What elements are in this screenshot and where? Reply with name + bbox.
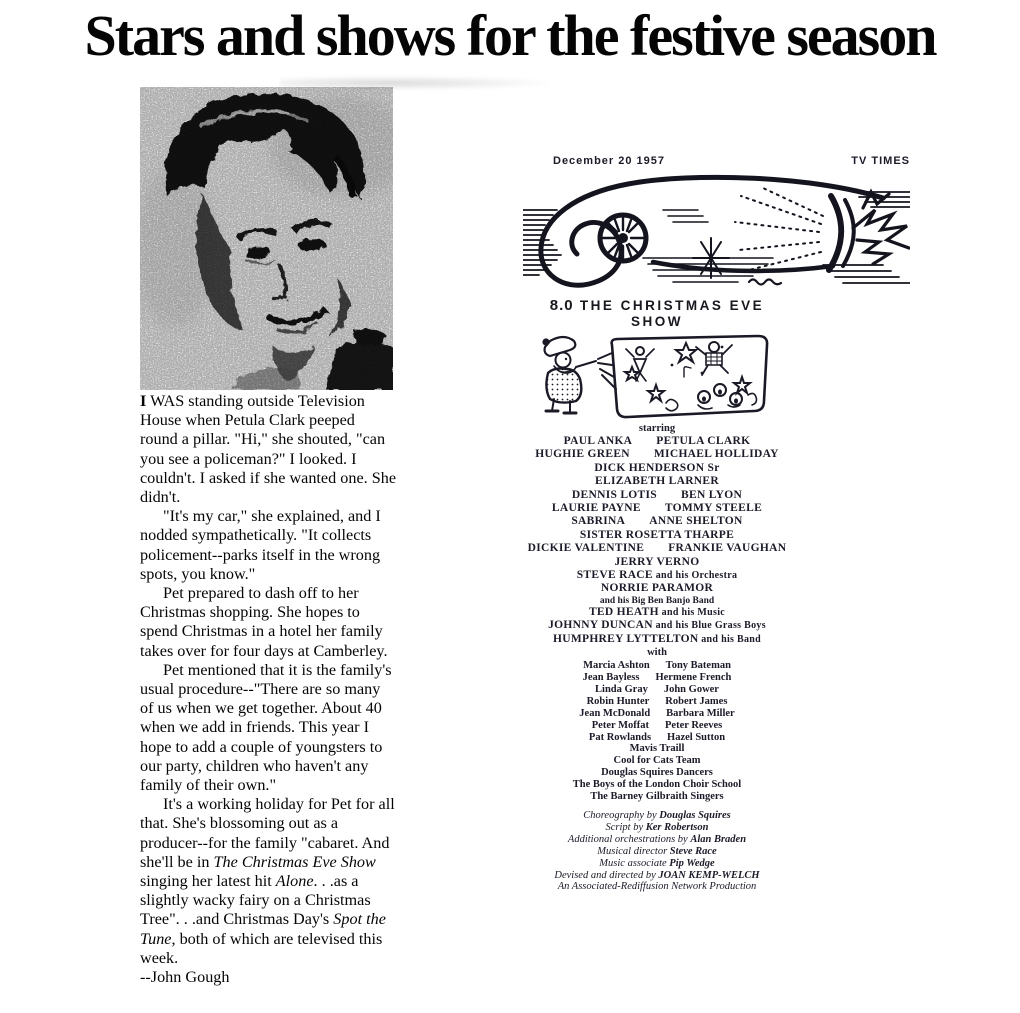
article-paragraph — [140, 661, 396, 795]
credit-row — [523, 881, 791, 893]
show-heading — [523, 298, 791, 330]
listing-masthead — [523, 155, 910, 167]
cast-name: SISTER ROSETTA THARPE — [579, 528, 735, 541]
credit-role: Devised and directed by — [554, 869, 659, 881]
starring-label: starring — [638, 423, 676, 434]
band-list — [523, 569, 791, 646]
with-list — [523, 660, 791, 803]
listing-date: December 20 1957 — [553, 155, 666, 167]
band-suffix: and his Orchestra — [652, 570, 738, 582]
band-suffix: and his Music — [658, 606, 726, 618]
text-segment: Pet prepared to dash off to her Christmas shopping. She hopes to spend Christmas in a hotel her family takes over for four days at Camberley. — [140, 584, 388, 660]
performer-name: John Gower — [663, 683, 719, 695]
article-paragraph — [140, 392, 396, 507]
article-byline: --John Gough — [140, 968, 230, 987]
with-row — [523, 684, 791, 696]
credit-name: Steve Race — [669, 845, 717, 857]
text-segment: I — [140, 392, 147, 410]
credit-row — [523, 846, 791, 858]
show-time: 8.0 — [549, 297, 574, 314]
with-row — [523, 779, 791, 791]
performer-name: Cool for Cats Team — [613, 755, 701, 767]
cast-name: DICK HENDERSON Sr — [594, 461, 720, 474]
cast-name: ANNE SHELTON — [649, 515, 743, 528]
with-row — [523, 660, 791, 672]
with-row — [523, 696, 791, 708]
text-segment: Pet mentioned that it is the family's usual procedure--"There are so many of us when we get together. About 40 when we add in friends. This year I hope to add a couple of youngsters to our party, children who haven't any family of their own." — [140, 660, 392, 795]
credit-name: Ker Robertson — [645, 821, 709, 833]
article-paragraph — [140, 795, 396, 968]
with-row — [523, 672, 791, 684]
cast-name: TOMMY STEELE — [664, 502, 763, 515]
cast-row — [523, 489, 791, 502]
text-segment: It's a working holiday for Pet for all that. She's blossoming out as a producer--for the family "cabaret. And she'll be in — [140, 795, 395, 871]
credit-role: Musical director — [597, 845, 670, 857]
performer-name: Mavis Traill — [629, 743, 685, 755]
band-name: STEVE RACE — [576, 569, 653, 582]
credit-role: Additional orchestrations by — [567, 833, 691, 845]
cast-name: HUGHIE GREEN — [535, 448, 630, 461]
show-title-line1: THE CHRISTMAS EVE — [579, 298, 765, 313]
with-row — [523, 755, 791, 767]
with-row — [523, 767, 791, 779]
portrait-illustration — [140, 87, 393, 390]
santa-sack-illustration — [536, 333, 778, 421]
page-title: Stars and shows for the festive season — [84, 3, 936, 68]
cast-row — [523, 542, 791, 555]
text-segment: Spot the Tune — [140, 910, 386, 948]
cast-name: PAUL ANKA — [563, 435, 633, 447]
cast-name: DENNIS LOTIS — [571, 488, 657, 501]
band-suffix: and his Big Ben Banjo Band — [599, 595, 715, 606]
with-row — [523, 732, 791, 744]
band-row — [523, 606, 791, 619]
cast-row — [523, 435, 791, 448]
band-row — [523, 582, 791, 595]
article-body — [140, 392, 396, 987]
cast-row — [523, 475, 791, 488]
performer-name: Peter Moffat — [591, 719, 649, 731]
performer-name: The Barney Gilbraith Singers — [590, 791, 724, 803]
credit-name: JOAN KEMP-WELCH — [658, 869, 760, 881]
band-suffix: and his Band — [698, 633, 762, 645]
performer-name: Hermene French — [655, 672, 732, 683]
credit-row — [523, 870, 791, 882]
cast-name: SABRINA — [571, 515, 626, 528]
performer-name: Robin Hunter — [586, 695, 650, 707]
cast-row — [523, 515, 791, 528]
cast-name: ELIZABETH LARNER — [595, 475, 719, 488]
credit-role: Music associate — [599, 857, 670, 869]
tv-times-listing — [523, 155, 910, 893]
with-row — [523, 791, 791, 803]
with-row — [523, 720, 791, 732]
text-segment: , both of which are televised this week. — [140, 929, 383, 967]
cast-row — [523, 448, 791, 461]
credit-name: Douglas Squires — [659, 809, 731, 821]
band-row — [523, 619, 791, 632]
cast-row — [523, 529, 791, 542]
text-segment: Alone — [275, 872, 314, 891]
performer-name: Robert James — [665, 695, 728, 707]
band-row — [523, 569, 791, 582]
text-segment: The Christmas Eve Show — [213, 852, 376, 871]
band-row — [523, 633, 791, 646]
band-name: JOHNNY DUNCAN — [548, 619, 653, 632]
credits-list — [523, 810, 791, 893]
band-name: HUMPHREY LYTTELTON — [552, 632, 699, 645]
cornucopia-illustration — [523, 170, 910, 296]
band-name: TED HEATH — [588, 605, 659, 618]
show-title-line2: SHOW — [631, 314, 683, 329]
petula-clark-photo — [140, 87, 393, 390]
credit-role: Script by — [605, 821, 646, 833]
cast-name: LAURIE PAYNE — [551, 502, 641, 515]
performer-name: Marcia Ashton — [583, 660, 650, 672]
performer-name: Linda Gray — [595, 683, 648, 695]
with-row — [523, 743, 791, 755]
with-row — [523, 708, 791, 720]
credit-row — [523, 822, 791, 834]
performer-name: Pat Rowlands — [588, 731, 652, 743]
cast-row — [523, 556, 791, 569]
cast-row — [523, 502, 791, 515]
band-name: NORRIE PARAMOR — [600, 582, 714, 595]
cast-name: DICKIE VALENTINE — [527, 542, 645, 555]
cast-name: PETULA CLARK — [656, 435, 751, 447]
credit-row — [523, 834, 791, 846]
cast-name: JERRY VERNO — [614, 555, 700, 568]
credit-role: An Associated-Rediffusion Network Production — [557, 881, 757, 893]
cast-name: FRANKIE VAUGHAN — [668, 542, 787, 555]
publication-name: TV TIMES — [851, 155, 910, 167]
text-segment: . . .as a slightly wacky fairy on a Christmas Tree". . .and Christmas Day's — [140, 872, 371, 929]
credit-name: Pip Wedge — [669, 857, 715, 869]
performer-name: The Boys of the London Choir School — [572, 779, 742, 791]
performer-name: Peter Reeves — [665, 719, 723, 731]
credit-role: Choreography by — [583, 809, 660, 821]
credit-name: Alan Braden — [690, 833, 747, 845]
article-paragraph — [140, 584, 396, 661]
text-segment: singing her latest hit — [140, 872, 276, 891]
band-suffix: and his Blue Grass Boys — [652, 620, 766, 632]
performer-name: Jean McDonald — [579, 707, 651, 719]
performer-name: Hazel Sutton — [667, 731, 726, 743]
cast-name: BEN LYON — [681, 488, 743, 501]
cast-name: MICHAEL HOLLIDAY — [653, 448, 779, 461]
performer-name: Barbara Miller — [666, 707, 735, 719]
credit-row — [523, 810, 791, 822]
performer-name: Tony Bateman — [665, 660, 731, 672]
text-segment: WAS standing outside Television House when Petula Clark peeped round a pillar. "Hi," she shouted, "can you see a policeman?" I looked. I couldn't. I asked if she wanted one. She didn't. — [140, 392, 397, 507]
cast-row — [523, 462, 791, 475]
article-paragraph — [140, 507, 396, 584]
cast-list — [523, 435, 791, 569]
with-label: with — [647, 647, 667, 659]
performer-name: Jean Bayless — [582, 672, 640, 683]
credit-row — [523, 858, 791, 870]
performer-name: Douglas Squires Dancers — [601, 767, 713, 779]
text-segment: "It's my car," she explained, and I nodded sympathetically. "It collects policement--parks itself in the wrong spots, you know." — [140, 507, 381, 583]
